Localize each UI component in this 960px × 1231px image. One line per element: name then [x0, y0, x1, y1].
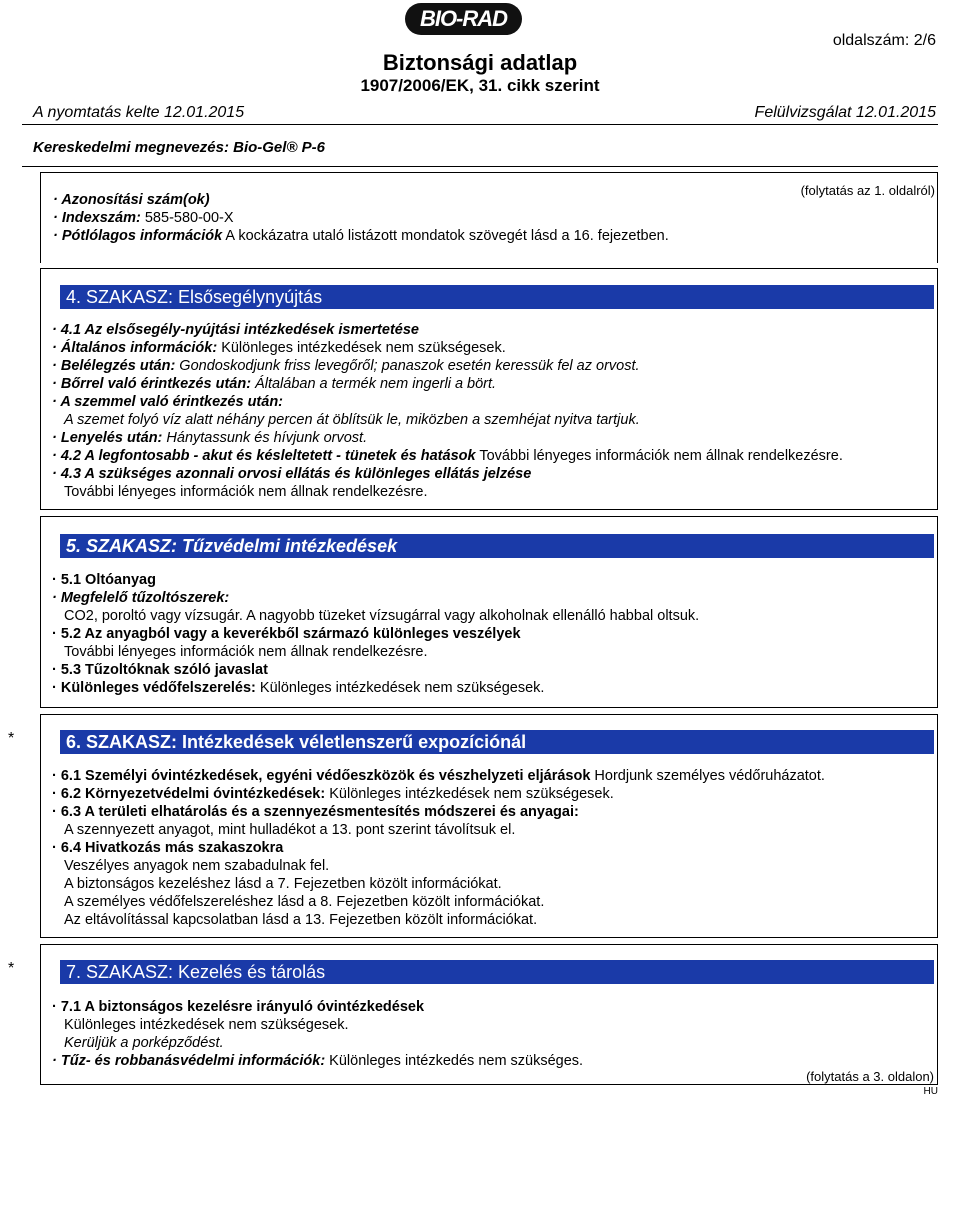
- s4-label: · Általános információk:: [52, 340, 218, 356]
- s7-line: Különleges intézkedések nem szükségesek.: [64, 1017, 349, 1033]
- s6-line: · 6.3 A területi elhatárolás és a szennyezésmentesítés módszerei és anyagai:: [52, 804, 579, 820]
- s5-value: Különleges intézkedések nem szükségesek.: [255, 680, 545, 696]
- s5-line: · 5.2 Az anyagból vagy a keverékből származó különleges veszélyek: [52, 626, 521, 642]
- language-code: HU: [923, 1086, 938, 1097]
- s4-value: Gondoskodjunk friss levegőről; panaszok esetén keressük fel az orvost.: [175, 358, 640, 374]
- s4-label: · Bőrrel való érintkezés után:: [52, 376, 252, 392]
- s4-label: · Lenyelés után:: [52, 430, 163, 446]
- s6-label: · 6.1 Személyi óvintézkedések, egyéni védőeszközök és vészhelyzeti eljárások: [52, 768, 591, 784]
- s4-value: További lényeges információk nem állnak rendelkezésre.: [475, 448, 843, 464]
- index-number-label: · Indexszám:: [53, 210, 141, 226]
- s4-line: · 4.3 A szükséges azonnali orvosi ellátás és különleges ellátás jelzése: [52, 466, 532, 482]
- s6-value: Különleges intézkedések nem szükségesek.: [325, 786, 614, 802]
- s7-line: · 7.1 A biztonságos kezelésre irányuló óvintézkedések: [52, 999, 425, 1015]
- section-7-title: 7. SZAKASZ: Kezelés és tárolás: [60, 960, 934, 984]
- s6-line: A biztonságos kezeléshez lásd a 7. Fejezetben közölt információkat.: [64, 876, 502, 892]
- s5-line: · 5.3 Tűzoltóknak szóló javaslat: [52, 662, 268, 678]
- bio-rad-logo: [405, 3, 522, 35]
- s4-value: Hánytassunk és hívjunk orvost.: [162, 430, 368, 446]
- s6-value: Hordjunk személyes védőruházatot.: [590, 768, 825, 784]
- logo-text: BIO-RAD: [419, 6, 508, 31]
- additional-info-label: · Pótlólagos információk: [53, 228, 223, 244]
- section-5-title: 5. SZAKASZ: Tűzvédelmi intézkedések: [60, 534, 934, 558]
- revision-date: Felülvizsgálat 12.01.2015: [754, 104, 936, 121]
- revision-marker: *: [8, 960, 15, 977]
- s4-label: · Belélegzés után:: [52, 358, 176, 374]
- divider: [22, 166, 938, 167]
- s5-label: · Különleges védőfelszerelés:: [52, 680, 256, 696]
- continuation-note: (folytatás az 1. oldalról): [800, 183, 935, 198]
- s7-line: Kerüljük a porképződést.: [64, 1035, 224, 1051]
- index-number-value: 585-580-00-X: [140, 210, 234, 226]
- s4-line: A szemet folyó víz alatt néhány percen át öblítsük le, miközben a szemhéjat nyitva tartjuk.: [64, 412, 640, 428]
- s7-label: · Tűz- és robbanásvédelmi információk:: [52, 1053, 326, 1069]
- s6-line: A személyes védőfelszereléshez lásd a 8. Fejezetben közölt információkat.: [64, 894, 545, 910]
- trade-name: Kereskedelmi megnevezés: Bio-Gel® P-6: [33, 139, 326, 156]
- revision-marker: *: [8, 730, 15, 747]
- s7-value: Különleges intézkedés nem szükséges.: [325, 1053, 584, 1069]
- additional-info-value: A kockázatra utaló listázott mondatok szövegét lásd a 16. fejezetben.: [222, 228, 669, 244]
- page-number: oldalszám: 2/6: [832, 32, 936, 49]
- s4-label: · 4.2 A legfontosabb - akut és késleltetett - tünetek és hatások: [52, 448, 476, 464]
- s5-line: CO2, poroltó vagy vízsugár. A nagyobb tüzeket vízsugárral vagy alkoholnak ellenálló habbal oltsuk.: [64, 608, 700, 624]
- continuation-note: (folytatás a 3. oldalon): [806, 1069, 934, 1084]
- s4-line: · 4.1 Az elsősegély-nyújtási intézkedések ismertetése: [52, 322, 419, 338]
- s6-line: Veszélyes anyagok nem szabadulnak fel.: [64, 858, 330, 874]
- print-date: A nyomtatás kelte 12.01.2015: [33, 104, 245, 121]
- section-6-title: 6. SZAKASZ: Intézkedések véletlenszerű expozíciónál: [60, 730, 934, 754]
- s6-line: · 6.4 Hivatkozás más szakaszokra: [52, 840, 284, 856]
- s4-value: Különleges intézkedések nem szükségesek.: [217, 340, 506, 356]
- id-numbers-label: · Azonosítási szám(ok): [53, 192, 210, 208]
- s5-line: · Megfelelő tűzoltószerek:: [52, 590, 230, 606]
- divider: [40, 1084, 938, 1085]
- s5-line: További lényeges információk nem állnak rendelkezésre.: [64, 644, 428, 660]
- section-4-title: 4. SZAKASZ: Elsősegélynyújtás: [60, 285, 934, 309]
- s4-value: Általában a termék nem ingerli a bört.: [251, 376, 497, 392]
- s5-line: · 5.1 Oltóanyag: [52, 572, 156, 588]
- s4-line: · A szemmel való érintkezés után:: [52, 394, 284, 410]
- s4-line: További lényeges információk nem állnak rendelkezésre.: [64, 484, 428, 500]
- identification-block: [40, 172, 938, 263]
- s6-line: Az eltávolítással kapcsolatban lásd a 13. Fejezetben közölt információkat.: [64, 912, 538, 928]
- s6-label: · 6.2 Környezetvédelmi óvintézkedések:: [52, 786, 326, 802]
- s6-line: A szennyezett anyagot, mint hulladékot a 13. pont szerint távolítsuk el.: [64, 822, 516, 838]
- document-subtitle: 1907/2006/EK, 31. cikk szerint: [360, 76, 600, 95]
- divider: [22, 124, 938, 125]
- document-title: Biztonsági adatlap: [382, 50, 578, 75]
